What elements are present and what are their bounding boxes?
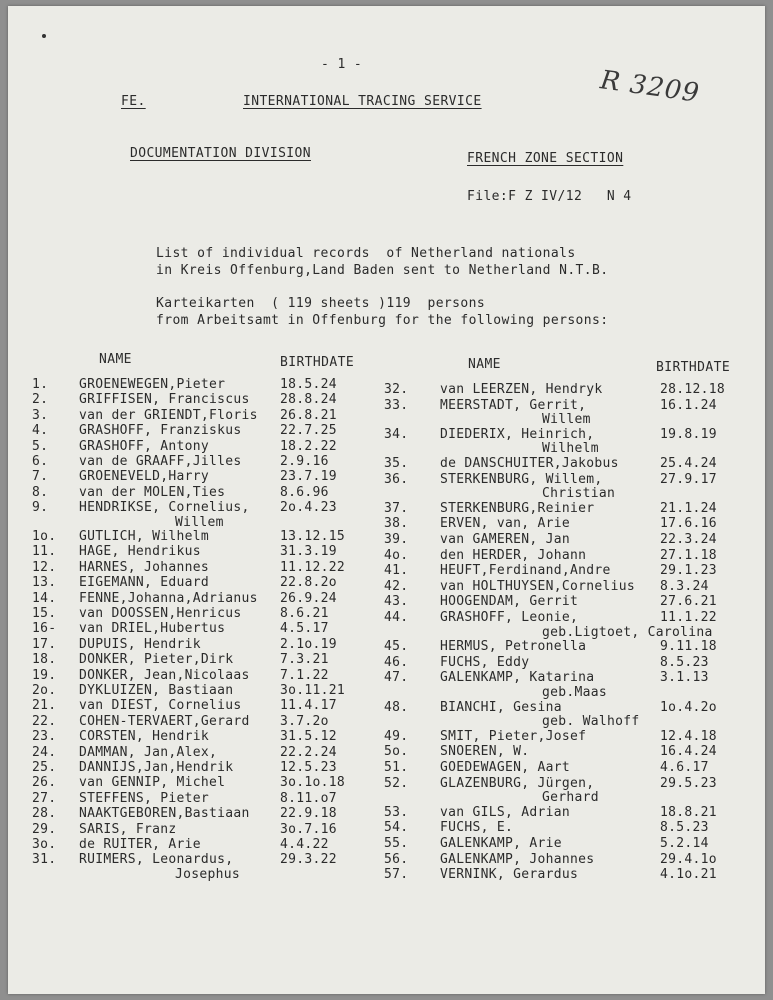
record-name: van GAMEREN, Jan bbox=[440, 532, 571, 547]
record-birthdate: 3o.1o.18 bbox=[280, 775, 346, 791]
record-number: 18. bbox=[32, 652, 57, 668]
record-birthdate: 29.4.1o bbox=[660, 851, 717, 867]
record-name: van DIEST, Cornelius bbox=[79, 698, 242, 714]
record-number: 24. bbox=[32, 744, 57, 760]
record-number: 21. bbox=[32, 698, 57, 714]
record-number: 42. bbox=[384, 578, 409, 594]
record-birthdate: 2.9.16 bbox=[280, 454, 329, 469]
intro-line-2: in Kreis Offenburg,Land Baden sent to Netherland N.T.B. bbox=[156, 263, 609, 278]
record-birthdate: 27.9.17 bbox=[660, 471, 717, 487]
record-name: VERNINK, Gerardus bbox=[440, 867, 579, 883]
record-name: DIEDERIX, Heinrich, bbox=[440, 426, 595, 442]
record-birthdate: 13.12.15 bbox=[280, 529, 346, 544]
record-birthdate: 11.4.17 bbox=[280, 698, 337, 714]
record-name: SARIS, Franz bbox=[79, 821, 177, 837]
record-birthdate: 26.8.21 bbox=[280, 407, 337, 423]
record-birthdate: 27.1.18 bbox=[660, 547, 717, 563]
file-reference: File:F Z IV/12 N 4 bbox=[467, 189, 632, 204]
record-birthdate: 4.6.17 bbox=[660, 760, 709, 775]
record-number: 38. bbox=[384, 516, 409, 532]
page-number: - 1 - bbox=[321, 57, 363, 72]
record-birthdate: 22.2.24 bbox=[280, 744, 337, 760]
record-name: HARNES, Johannes bbox=[79, 559, 210, 575]
organization-title: INTERNATIONAL TRACING SERVICE bbox=[243, 94, 482, 109]
record-number: 12. bbox=[32, 559, 57, 575]
record-number: 4. bbox=[32, 423, 49, 439]
record-name: GALENKAMP, Katarina bbox=[440, 670, 595, 686]
record-number: 28. bbox=[32, 806, 57, 822]
record-number: 48. bbox=[384, 699, 409, 715]
division-title: DOCUMENTATION DIVISION bbox=[130, 146, 311, 161]
record-name: DAMMAN, Jan,Alex, bbox=[79, 744, 218, 760]
record-birthdate: 11.1.22 bbox=[660, 610, 717, 625]
record-number: 5o. bbox=[384, 744, 409, 760]
record-number: 11. bbox=[32, 544, 57, 560]
intro-line-1: List of individual records of Netherland nationals bbox=[156, 246, 576, 261]
record-name: STEFFENS, Pieter bbox=[79, 790, 210, 806]
record-number: 57. bbox=[384, 867, 409, 883]
record-name: GOEDEWAGEN, Aart bbox=[440, 760, 571, 775]
record-number: 2. bbox=[32, 392, 49, 408]
record-name-cont: Christian bbox=[542, 486, 616, 502]
record-name: van GILS, Adrian bbox=[440, 804, 571, 820]
record-birthdate: 8.6.21 bbox=[280, 606, 329, 621]
record-name: FENNE,Johanna,Adrianus bbox=[79, 590, 258, 606]
record-birthdate: 28.12.18 bbox=[660, 382, 726, 397]
record-number: 53. bbox=[384, 804, 409, 820]
record-birthdate: 31.3.19 bbox=[280, 544, 337, 560]
record-birthdate: 4.4.22 bbox=[280, 837, 329, 852]
record-name: GRASHOFF, Antony bbox=[79, 438, 210, 454]
record-number: 19. bbox=[32, 667, 57, 683]
record-birthdate: 29.1.23 bbox=[660, 563, 717, 579]
record-birthdate: 12.4.18 bbox=[660, 728, 717, 744]
record-number: 13. bbox=[32, 575, 57, 591]
record-birthdate: 16.4.24 bbox=[660, 744, 717, 760]
record-number: 43. bbox=[384, 594, 409, 610]
record-number: 54. bbox=[384, 820, 409, 836]
record-number: 46. bbox=[384, 654, 409, 670]
record-number: 1o. bbox=[32, 529, 57, 544]
record-number: 27. bbox=[32, 790, 57, 806]
column-header-birthdate-left: BIRTHDATE bbox=[280, 355, 355, 370]
punch-mark bbox=[42, 34, 46, 38]
record-name: HAGE, Hendrikus bbox=[79, 544, 201, 560]
record-birthdate: 31.5.12 bbox=[280, 729, 337, 745]
column-header-birthdate-right: BIRTHDATE bbox=[656, 360, 731, 375]
record-birthdate: 8.6.96 bbox=[280, 484, 329, 500]
record-number: 56. bbox=[384, 851, 409, 867]
record-name: GROENEVELD,Harry bbox=[79, 469, 210, 485]
record-birthdate: 27.6.21 bbox=[660, 594, 717, 610]
record-number: 8. bbox=[32, 484, 49, 500]
record-birthdate: 22.3.24 bbox=[660, 532, 717, 547]
record-name: de RUITER, Arie bbox=[79, 837, 201, 852]
record-name: GRASHOFF, Leonie, bbox=[440, 610, 579, 625]
record-name: de DANSCHUITER,Jakobus bbox=[440, 456, 619, 471]
record-number: 47. bbox=[384, 670, 409, 686]
record-name: MEERSTADT, Gerrit, bbox=[440, 397, 587, 413]
record-number: 41. bbox=[384, 563, 409, 579]
record-name: van GENNIP, Michel bbox=[79, 775, 226, 791]
record-birthdate: 5.2.14 bbox=[660, 836, 709, 851]
record-name: CORSTEN, Hendrik bbox=[79, 729, 210, 745]
section-title: FRENCH ZONE SECTION bbox=[467, 151, 624, 166]
record-name: DONKER, Pieter,Dirk bbox=[79, 652, 234, 668]
record-birthdate: 9.11.18 bbox=[660, 639, 717, 655]
record-name: HERMUS, Petronella bbox=[440, 639, 587, 655]
record-name: van HOLTHUYSEN,Cornelius bbox=[440, 578, 636, 594]
column-header-name-right: NAME bbox=[468, 357, 501, 372]
record-number: 5. bbox=[32, 438, 49, 454]
record-number: 55. bbox=[384, 836, 409, 851]
record-birthdate: 8.3.24 bbox=[660, 578, 709, 594]
record-birthdate: 16.1.24 bbox=[660, 397, 717, 413]
record-birthdate: 18.5.24 bbox=[280, 377, 337, 392]
record-name: BIANCHI, Gesina bbox=[440, 699, 562, 715]
record-birthdate: 7.1.22 bbox=[280, 667, 329, 683]
record-number: 35. bbox=[384, 456, 409, 471]
record-name-cont: geb.Maas bbox=[542, 685, 608, 700]
record-birthdate: 8.11.o7 bbox=[280, 790, 337, 806]
record-name: van LEERZEN, Hendryk bbox=[440, 382, 603, 397]
record-birthdate: 18.8.21 bbox=[660, 804, 717, 820]
record-name: COHEN-TERVAERT,Gerard bbox=[79, 713, 250, 729]
record-name: DANNIJS,Jan,Hendrik bbox=[79, 760, 234, 775]
record-birthdate: 21.1.24 bbox=[660, 500, 717, 516]
record-birthdate: 12.5.23 bbox=[280, 760, 337, 775]
record-birthdate: 22.7.25 bbox=[280, 423, 337, 439]
record-number: 17. bbox=[32, 636, 57, 652]
record-birthdate: 2.1o.19 bbox=[280, 636, 337, 652]
record-name: GUTLICH, Wilhelm bbox=[79, 529, 210, 544]
record-name: SNOEREN, W. bbox=[440, 744, 530, 760]
record-number: 44. bbox=[384, 610, 409, 625]
record-name-cont: Gerhard bbox=[542, 790, 599, 806]
record-birthdate: 18.2.22 bbox=[280, 438, 337, 454]
record-number: 29. bbox=[32, 821, 57, 837]
record-name: HEUFT,Ferdinand,Andre bbox=[440, 563, 611, 579]
record-birthdate: 7.3.21 bbox=[280, 652, 329, 668]
record-name: GRASHOFF, Franziskus bbox=[79, 423, 242, 439]
record-name: FUCHS, E. bbox=[440, 820, 514, 836]
record-birthdate: 22.9.18 bbox=[280, 806, 337, 822]
record-name: van DRIEL,Hubertus bbox=[79, 621, 226, 637]
record-birthdate: 8.5.23 bbox=[660, 820, 709, 836]
record-name: SMIT, Pieter,Josef bbox=[440, 728, 587, 744]
intro-line-4: from Arbeitsamt in Offenburg for the following persons: bbox=[156, 313, 609, 328]
record-number: 36. bbox=[384, 471, 409, 487]
record-birthdate: 4.5.17 bbox=[280, 621, 329, 637]
record-name: DUPUIS, Hendrik bbox=[79, 636, 201, 652]
record-number: 6. bbox=[32, 454, 49, 469]
record-birthdate: 28.8.24 bbox=[280, 392, 337, 408]
record-name-cont: geb. Walhoff bbox=[542, 714, 640, 730]
record-birthdate: 4.1o.21 bbox=[660, 867, 717, 883]
record-name: HENDRIKSE, Cornelius, bbox=[79, 500, 250, 516]
record-birthdate: 26.9.24 bbox=[280, 590, 337, 606]
record-number: 45. bbox=[384, 639, 409, 655]
record-number: 32. bbox=[384, 382, 409, 397]
record-number: 51. bbox=[384, 760, 409, 775]
record-number: 3. bbox=[32, 407, 49, 423]
handwritten-reference: R 3209 bbox=[598, 65, 702, 109]
record-name-cont: geb.Ligtoet, Carolina bbox=[542, 624, 713, 640]
record-name-cont: Josephus bbox=[175, 866, 241, 882]
intro-line-3: Karteikarten ( 119 sheets )119 persons bbox=[156, 296, 486, 311]
record-number: 4o. bbox=[384, 547, 409, 563]
record-name: van der MOLEN,Ties bbox=[79, 484, 226, 500]
record-birthdate: 29.3.22 bbox=[280, 852, 337, 868]
record-birthdate: 19.8.19 bbox=[660, 426, 717, 442]
record-number: 39. bbox=[384, 532, 409, 547]
record-birthdate: 3.7.2o bbox=[280, 713, 329, 729]
record-number: 23. bbox=[32, 729, 57, 745]
file-abbrev: FE. bbox=[121, 94, 146, 109]
record-name: GALENKAMP, Arie bbox=[440, 836, 562, 851]
record-birthdate: 3o.11.21 bbox=[280, 683, 346, 698]
record-name: GALENKAMP, Johannes bbox=[440, 851, 595, 867]
record-birthdate: 8.5.23 bbox=[660, 654, 709, 670]
record-birthdate: 22.8.2o bbox=[280, 575, 337, 591]
record-number: 26. bbox=[32, 775, 57, 791]
record-number: 22. bbox=[32, 713, 57, 729]
record-name-cont: Wilhelm bbox=[542, 441, 599, 457]
record-number: 52. bbox=[384, 775, 409, 791]
record-number: 14. bbox=[32, 590, 57, 606]
record-name: van DOOSSEN,Henricus bbox=[79, 606, 242, 621]
record-name: GLAZENBURG, Jürgen, bbox=[440, 775, 595, 791]
record-name: RUIMERS, Leonardus, bbox=[79, 852, 234, 868]
record-birthdate: 23.7.19 bbox=[280, 469, 337, 485]
record-birthdate: 11.12.22 bbox=[280, 559, 346, 575]
record-birthdate: 25.4.24 bbox=[660, 456, 717, 471]
record-name: STERKENBURG,Reinier bbox=[440, 500, 595, 516]
record-number: 31. bbox=[32, 852, 57, 868]
record-name: van de GRAAFF,Jilles bbox=[79, 454, 242, 469]
record-name: FUCHS, Eddy bbox=[440, 654, 530, 670]
record-number: 9. bbox=[32, 500, 49, 516]
record-name: den HERDER, Johann bbox=[440, 547, 587, 563]
record-name: van der GRIENDT,Floris bbox=[79, 407, 258, 423]
record-number: 7. bbox=[32, 469, 49, 485]
record-birthdate: 1o.4.2o bbox=[660, 699, 717, 715]
record-number: 16- bbox=[32, 621, 57, 637]
record-birthdate: 3o.7.16 bbox=[280, 821, 337, 837]
column-header-name-left: NAME bbox=[99, 352, 132, 367]
record-number: 25. bbox=[32, 760, 57, 775]
record-name: GRIFFISEN, Franciscus bbox=[79, 392, 250, 408]
record-birthdate: 3.1.13 bbox=[660, 670, 709, 686]
record-name: ERVEN, van, Arie bbox=[440, 516, 571, 532]
record-number: 33. bbox=[384, 397, 409, 413]
record-name: DYKLUIZEN, Bastiaan bbox=[79, 683, 234, 698]
record-number: 1. bbox=[32, 377, 49, 392]
record-number: 49. bbox=[384, 728, 409, 744]
record-name-cont: Willem bbox=[542, 412, 591, 428]
record-number: 37. bbox=[384, 500, 409, 516]
record-name: GROENEWEGEN,Pieter bbox=[79, 377, 226, 392]
record-number: 3o. bbox=[32, 837, 57, 852]
record-number: 2o. bbox=[32, 683, 57, 698]
document-page bbox=[8, 6, 765, 994]
record-birthdate: 2o.4.23 bbox=[280, 500, 337, 516]
record-name: EIGEMANN, Eduard bbox=[79, 575, 210, 591]
record-name-cont: Willem bbox=[175, 514, 224, 530]
record-birthdate: 17.6.16 bbox=[660, 516, 717, 532]
record-number: 34. bbox=[384, 426, 409, 442]
record-number: 15. bbox=[32, 606, 57, 621]
record-name: HOOGENDAM, Gerrit bbox=[440, 594, 579, 610]
record-name: DONKER, Jean,Nicolaas bbox=[79, 667, 250, 683]
record-name: NAAKTGEBOREN,Bastiaan bbox=[79, 806, 250, 822]
record-name: STERKENBURG, Willem, bbox=[440, 471, 603, 487]
record-birthdate: 29.5.23 bbox=[660, 775, 717, 791]
